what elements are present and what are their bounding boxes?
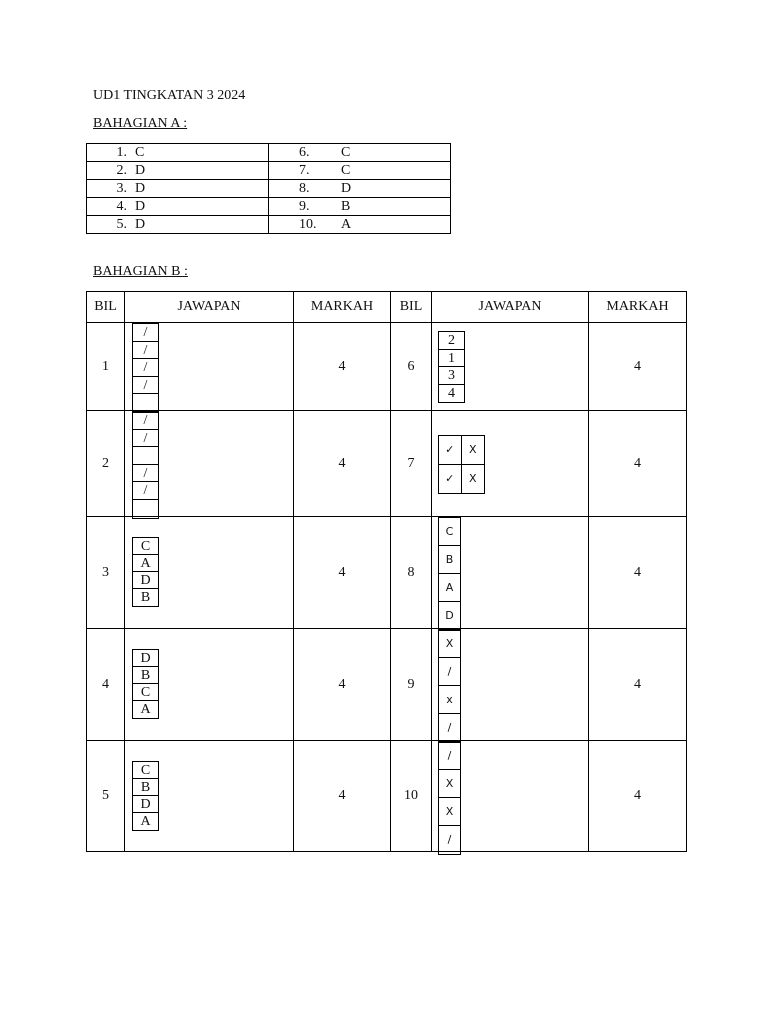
answer-cell: D — [133, 572, 158, 589]
answer-cell: A — [140, 814, 151, 829]
answer-grid-row — [439, 465, 484, 493]
answer-letter: C — [341, 145, 351, 160]
markah-cell: 4 — [294, 517, 391, 629]
section-a-item — [87, 144, 269, 162]
jawapan-cell — [432, 517, 589, 629]
answer-letter: D — [135, 163, 146, 178]
section-b-row — [87, 741, 687, 852]
section-b-row — [87, 517, 687, 629]
section-b-answer-table — [86, 291, 687, 852]
answer-cell: / — [133, 482, 158, 500]
header-bil: BIL — [87, 292, 125, 323]
check-mark-cell: ✓ — [439, 465, 462, 493]
answer-cell: 2 — [439, 332, 464, 350]
answer-cell: / — [447, 833, 452, 846]
section-a-item — [269, 198, 451, 216]
bil-cell: 4 — [87, 629, 125, 741]
markah-cell: 4 — [294, 741, 391, 852]
check-mark-cell: ✓ — [439, 436, 462, 464]
markah-cell: 4 — [589, 323, 687, 411]
section-a-title: BAHAGIAN A : — [93, 116, 188, 131]
answer-letter: A — [341, 217, 352, 232]
answer-box — [438, 517, 461, 631]
answer-letter: D — [135, 199, 146, 214]
answer-box — [438, 629, 461, 743]
cross-mark-cell: X — [468, 472, 477, 485]
answer-cell: A — [133, 555, 158, 572]
answer-box — [132, 649, 159, 719]
section-b-row — [87, 411, 687, 517]
markah-cell: 4 — [589, 741, 687, 852]
bil-cell: 10 — [391, 741, 432, 852]
bil-cell: 6 — [391, 323, 432, 411]
answer-cell — [133, 500, 158, 518]
answer-letter: D — [135, 217, 146, 232]
section-b-row — [87, 323, 687, 411]
answer-cell: A — [140, 702, 151, 717]
answer-cell: / — [133, 465, 158, 483]
jawapan-cell — [432, 411, 589, 517]
jawapan-cell — [125, 323, 294, 411]
answer-letter: B — [341, 199, 351, 214]
answer-cell: B — [133, 667, 158, 684]
answer-cell: X — [439, 798, 460, 826]
answer-cell: / — [439, 742, 460, 770]
bil-cell: 3 — [87, 517, 125, 629]
section-a-row — [87, 216, 451, 234]
answer-box — [132, 537, 159, 607]
section-a-item — [87, 198, 269, 216]
section-a-answer-table — [86, 143, 451, 234]
answer-cell: B — [140, 590, 151, 605]
answer-cell: A — [439, 574, 460, 602]
markah-cell: 4 — [589, 629, 687, 741]
answer-cell: / — [133, 359, 158, 377]
answer-cell: C — [133, 684, 158, 701]
answer-cell: / — [133, 377, 158, 395]
bil-cell: 2 — [87, 411, 125, 517]
question-number: 5. — [116, 217, 127, 232]
answer-cell: / — [447, 721, 452, 734]
answer-cell: x — [439, 686, 460, 714]
cross-mark-cell: X — [468, 443, 477, 456]
document-title: UD1 TINGKATAN 3 2024 — [93, 88, 246, 103]
section-b-header-row — [87, 292, 687, 323]
answer-letter: C — [341, 163, 351, 178]
answer-letter: D — [135, 181, 146, 196]
section-a-item — [269, 216, 451, 234]
answer-box — [132, 411, 159, 519]
answer-cell: X — [439, 630, 460, 658]
jawapan-cell — [125, 517, 294, 629]
answer-cell — [133, 394, 158, 412]
bil-cell: 5 — [87, 741, 125, 852]
answer-cell: D — [133, 650, 158, 667]
answer-cell: C — [133, 538, 158, 555]
markah-cell: 4 — [294, 629, 391, 741]
answer-grid-row — [439, 436, 484, 465]
answer-cell: / — [133, 342, 158, 360]
answer-cell: B — [133, 779, 158, 796]
answer-cell: C — [133, 762, 158, 779]
answer-cell: D — [133, 796, 158, 813]
question-number: 7. — [299, 163, 310, 178]
section-a-row — [87, 180, 451, 198]
markah-cell: 4 — [294, 411, 391, 517]
section-a-item — [87, 180, 269, 198]
jawapan-cell — [432, 741, 589, 852]
markah-cell: 4 — [294, 323, 391, 411]
question-number: 6. — [299, 145, 310, 160]
answer-cell — [133, 447, 158, 465]
section-a-row — [87, 144, 451, 162]
header-jawapan: JAWAPAN — [125, 292, 294, 323]
answer-cell: / — [439, 658, 460, 686]
section-a-row — [87, 198, 451, 216]
jawapan-cell — [125, 741, 294, 852]
answer-cell: X — [439, 770, 460, 798]
bil-cell: 1 — [87, 323, 125, 411]
jawapan-cell — [125, 629, 294, 741]
jawapan-cell — [432, 323, 589, 411]
question-number: 10. — [299, 217, 317, 232]
answer-letter: C — [135, 145, 145, 160]
header-markah: MARKAH — [294, 292, 391, 323]
markah-cell: 4 — [589, 411, 687, 517]
header-bil: BIL — [391, 292, 432, 323]
answer-box — [438, 331, 465, 403]
section-a-item — [87, 162, 269, 180]
jawapan-cell — [125, 411, 294, 517]
question-number: 9. — [299, 199, 310, 214]
answer-letter: D — [341, 181, 352, 196]
answer-cell: B — [439, 546, 460, 574]
answer-cell: / — [133, 324, 158, 342]
jawapan-cell — [432, 629, 589, 741]
answer-cell: 3 — [439, 367, 464, 385]
question-number: 8. — [299, 181, 310, 196]
section-b-row — [87, 629, 687, 741]
question-number: 4. — [116, 199, 127, 214]
section-a-item — [269, 180, 451, 198]
question-number: 2. — [116, 163, 127, 178]
header-markah: MARKAH — [589, 292, 687, 323]
question-number: 3. — [116, 181, 127, 196]
section-b-title: BAHAGIAN B : — [93, 264, 188, 279]
header-jawapan: JAWAPAN — [432, 292, 589, 323]
answer-box — [438, 741, 461, 855]
question-number: 1. — [116, 145, 127, 160]
answer-box — [438, 435, 485, 494]
answer-cell: D — [445, 609, 454, 622]
markah-cell: 4 — [589, 517, 687, 629]
answer-cell: / — [133, 412, 158, 430]
answer-box — [132, 761, 159, 831]
answer-cell: / — [133, 430, 158, 448]
answer-cell: 1 — [439, 350, 464, 368]
answer-cell: 4 — [448, 385, 455, 401]
answer-cell: C — [439, 518, 460, 546]
answer-box — [132, 323, 159, 413]
section-a-item — [269, 162, 451, 180]
bil-cell: 8 — [391, 517, 432, 629]
section-a-row — [87, 162, 451, 180]
section-a-item — [269, 144, 451, 162]
bil-cell: 9 — [391, 629, 432, 741]
bil-cell: 7 — [391, 411, 432, 517]
section-a-item — [87, 216, 269, 234]
